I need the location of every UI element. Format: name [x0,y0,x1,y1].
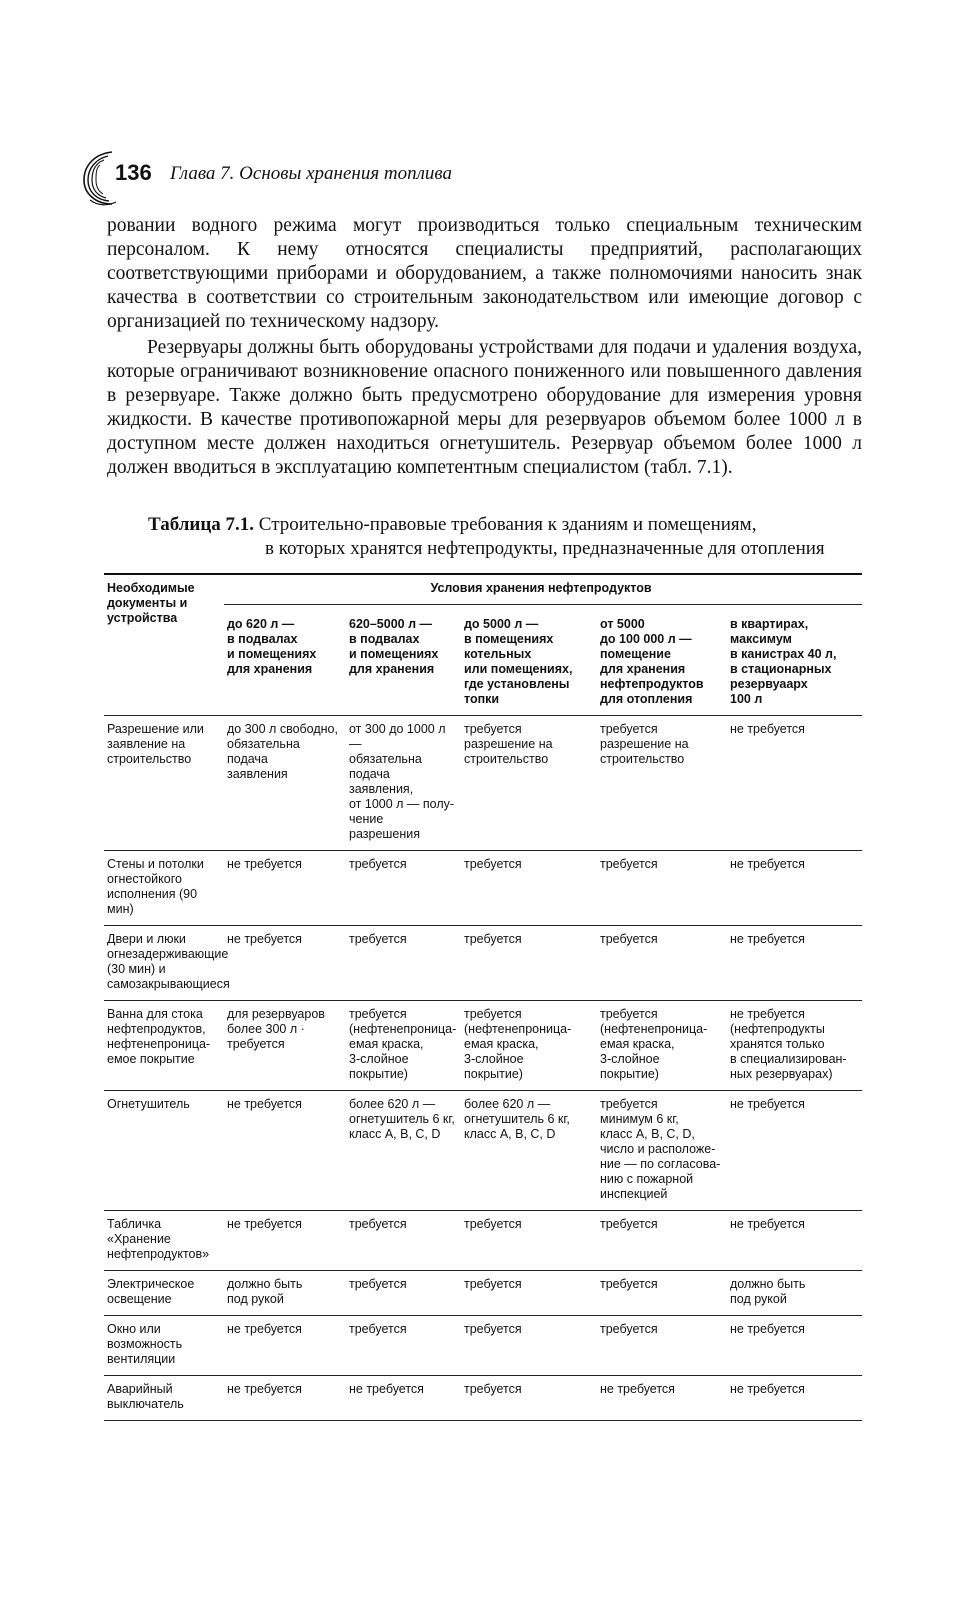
table-cell: требуется [597,1316,727,1376]
table-cell: не требуется [346,1376,461,1421]
column-header: от 5000 до 100 000 л — помещение для хранения нефтепродуктов для отопления [597,605,727,716]
body-text [107,214,862,480]
table-cell: не требуется [727,851,862,926]
page-header [78,148,498,208]
table-row [104,1211,862,1271]
row-label: Разрешение или заявление на строительство [104,716,224,851]
table-row [104,1316,862,1376]
table-row [104,1376,862,1421]
table-cell: не требуется [727,716,862,851]
table-cell: не требуется [727,1091,862,1211]
column-header: в квартирах, максимум в канистрах 40 л, в стационарных резервуаарх 100 л [727,605,862,716]
table-cell: не требуется [224,1376,346,1421]
table-cell: требуется [346,851,461,926]
table-header-row [104,574,862,605]
requirements-table [104,573,862,1421]
table-cell: не требуется [727,1316,862,1376]
table-cell: более 620 л — огнетушитель 6 кг, класс A, B, C, D [461,1091,597,1211]
table-cell: требуется минимум 6 кг, класс A, B, C, D, число и расположе- ние — по согласова- нию с пожарной инспекцией [597,1091,727,1211]
table-cell: не требуется [224,926,346,1001]
table-cell: требуется [461,1316,597,1376]
column-header-documents: Необходимые документы и устройства [104,574,224,716]
table-cell: требуется (нефтенепроница- емая краска, 3-слойное покрытие) [461,1001,597,1091]
table-caption-label: Таблица 7.1. [148,514,255,535]
table-cell: не требуется [224,1211,346,1271]
table-cell: требуется (нефтенепроница- емая краска, 3-слойное покрытие) [597,1001,727,1091]
row-label: Табличка «Хранение нефтепродуктов» [104,1211,224,1271]
row-label: Огнетушитель [104,1091,224,1211]
page-number: 136 [115,160,152,185]
table-cell: требуется [346,926,461,1001]
table-cell: требуется разрешение на строительство [461,716,597,851]
paragraph: ровании водного режима могут производиться только специальным техническим персоналом. К нему относятся специалисты предприятий, располагающих соответствующими приборами и оборудованием, а также полномочиями наносить знак качества в соответствии со строительным законодательством или имеющие договор с организацией по техническому надзору. [107,215,862,332]
table-cell: требуется (нефтенепроница- емая краска, 3-слойное покрытие) [346,1001,461,1091]
row-label: Аварийный выключатель [104,1376,224,1421]
table-cell: не требуется [597,1376,727,1421]
table-cell: требуется [346,1271,461,1316]
chapter-title: Глава 7. Основы хранения топлива [170,163,453,184]
table-cell: от 300 до 1000 л — обязательна подача заявления, от 1000 л — полу- чение разрешения [346,716,461,851]
paragraph: Резервуары должны быть оборудованы устройствами для подачи и удаления воздуха, которые ограничивают возникновение опасного пониженного или повышенного давления в резервуаре. Также должно быть предусмотрено оборудование для измерения уровня жидкости. В качестве противопожарной меры для резервуаров объемом более 1000 л в доступном месте должен находиться огнетушитель. Резервуар объемом более 1000 л должен вводиться в эксплуатацию компетентным специалистом (табл. 7.1). [107,337,862,478]
table-row [104,1001,862,1091]
table-cell: требуется [597,1271,727,1316]
table-cell: требуется разрешение на строительство [597,716,727,851]
table-caption-line-2: в которых хранятся нефтепродукты, предназначенные для отопления [265,538,825,559]
table-row [104,716,862,851]
column-header: до 5000 л — в помещениях котельных или помещениях, где установлены топки [461,605,597,716]
column-header: 620–5000 л — в подвалах и помещениях для хранения [346,605,461,716]
table-row [104,1271,862,1316]
row-label: Двери и люки огнезадерживающие (30 мин) и самозакрывающиеся [104,926,224,1001]
table-cell: должно быть под рукой [727,1271,862,1316]
row-label: Ванна для стока нефтепродуктов, нефтенепроница- емое покрытие [104,1001,224,1091]
table-cell: требуется [597,926,727,1001]
table-cell: не требуется [727,1376,862,1421]
table-cell: не требуется (нефтепродукты хранятся только в специализирован- ных резервуарах) [727,1001,862,1091]
row-label: Окно или возможность вентиляции [104,1316,224,1376]
table-cell: требуется [461,851,597,926]
table-cell: требуется [346,1316,461,1376]
table-cell: не требуется [224,1316,346,1376]
table-cell: требуется [461,1211,597,1271]
row-label: Электрическое освещение [104,1271,224,1316]
table-cell: требуется [461,926,597,1001]
table-cell: до 300 л свободно, обязательна подача заявления [224,716,346,851]
column-header: до 620 л — в подвалах и помещениях для хранения [224,605,346,716]
table-caption-line-1: Строительно-правовые требования к зданиям и помещениям, [258,514,757,535]
table-cell: не требуется [224,1091,346,1211]
table-row [104,1091,862,1211]
table-cell: не требуется [727,926,862,1001]
table-cell: не требуется [224,851,346,926]
table-cell: требуется [346,1211,461,1271]
table-cell: требуется [461,1376,597,1421]
table-row [104,851,862,926]
column-group-header: Условия хранения нефтепродуктов [224,574,862,605]
table-cell: не требуется [727,1211,862,1271]
table-cell: должно быть под рукой [224,1271,346,1316]
table-caption [148,513,862,561]
row-label: Стены и потолки огнестойкого исполнения (90 мин) [104,851,224,926]
table-cell: требуется [461,1271,597,1316]
table-cell: требуется [597,851,727,926]
table-row [104,926,862,1001]
table-cell: требуется [597,1211,727,1271]
table-cell: более 620 л — огнетушитель 6 кг, класс A, B, C, D [346,1091,461,1211]
table-cell: для резервуаров более 300 л · требуется [224,1001,346,1091]
